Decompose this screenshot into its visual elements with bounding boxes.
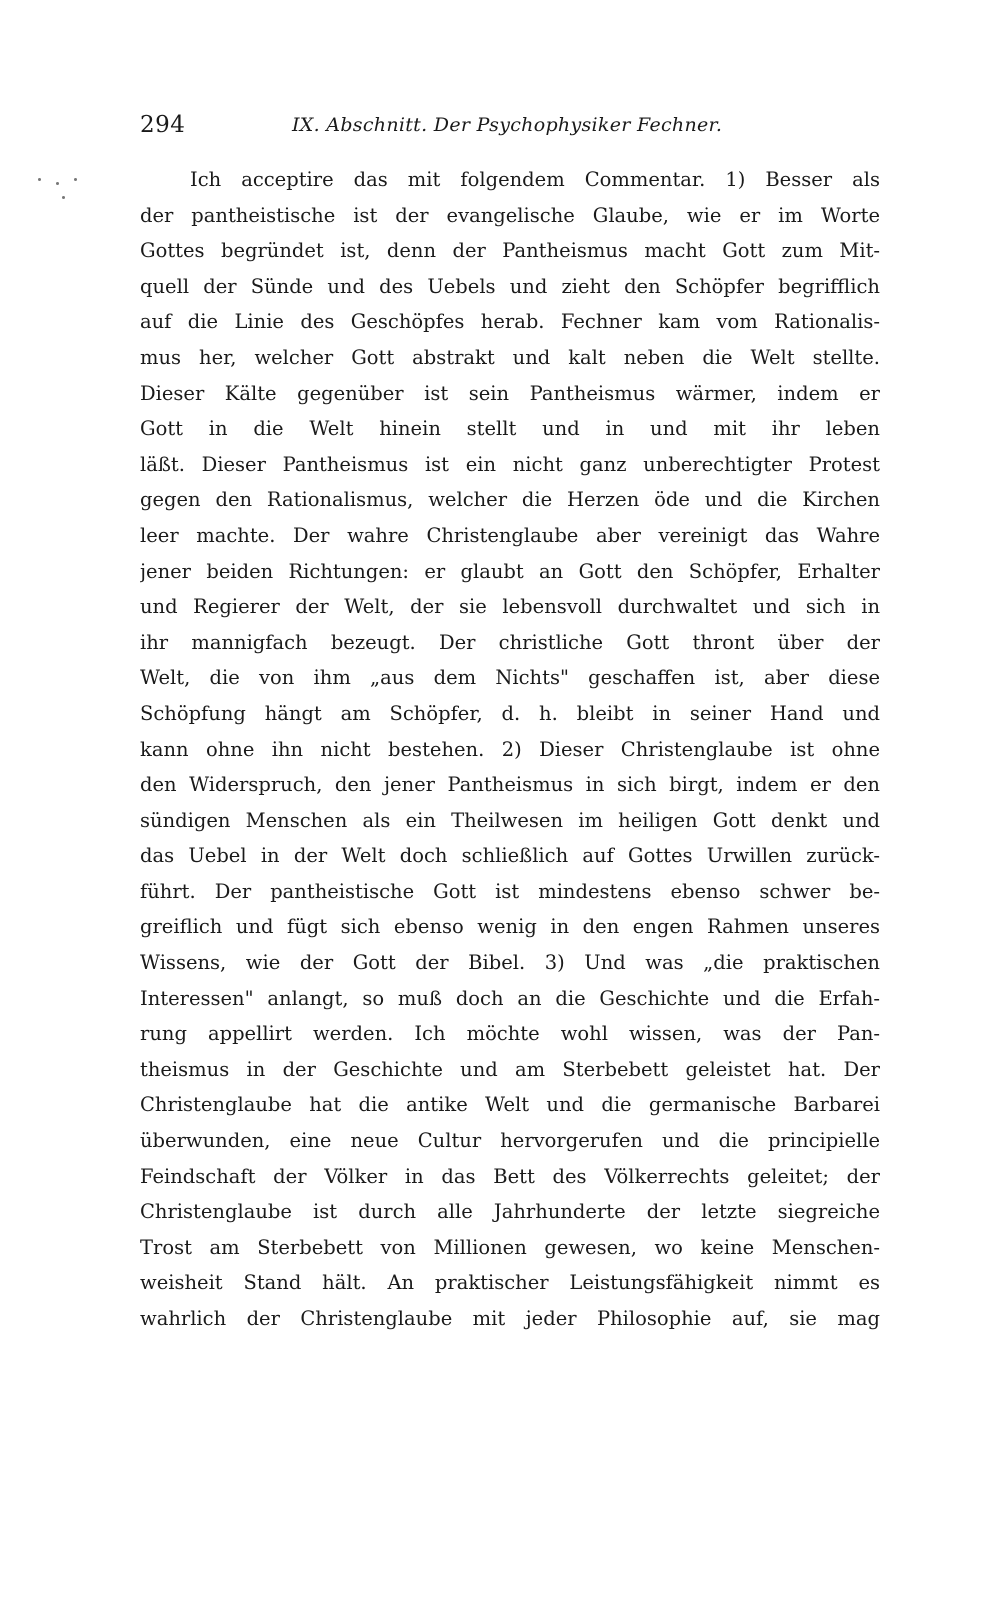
text-line: weisheit Stand hält. An praktischer Leistungsfähigkeit nimmt es [140,1271,880,1295]
text-line: und Regierer der Welt, der sie lebensvoll durchwaltet und sich in [140,595,880,619]
text-line: leer machte. Der wahre Christenglaube aber vereinigt das Wahre [140,523,880,547]
text-line: Trost am Sterbebett von Millionen gewesen, wo keine Menschen- [140,1235,880,1259]
text-line: sündigen Menschen als ein Theilwesen im heiligen Gott denkt und [140,808,880,832]
stray-mark [56,182,59,185]
text-line: läßt. Dieser Pantheismus ist ein nicht ganz unberechtigter Protest [140,452,880,476]
text-line: theismus in der Geschichte und am Sterbebett geleistet hat. Der [140,1057,880,1081]
body-text [140,162,880,1337]
text-line: ihr mannigfach bezeugt. Der christliche Gott thront über der [140,630,880,654]
text-line: rung appellirt werden. Ich möchte wohl wissen, was der Pan- [140,1022,880,1046]
text-line: quell der Sünde und des Uebels und zieht den Schöpfer begrifflich [140,274,880,298]
text-line: Christenglaube hat die antike Welt und die germanische Barbarei [140,1093,880,1117]
text-line: der pantheistische ist der evangelische Glaube, wie er im Worte [140,203,880,227]
text-line: Feindschaft der Völker in das Bett des Völkerrechts geleitet; der [140,1164,880,1188]
text-line: auf die Linie des Geschöpfes herab. Fechner kam vom Rationalis- [140,310,880,334]
text-line: Ich acceptire das mit folgendem Commentar. 1) Besser als [190,168,880,191]
page-number: 294 [140,112,186,138]
text-line: gegen den Rationalismus, welcher die Herzen öde und die Kirchen [140,488,880,512]
text-line: mus her, welcher Gott abstrakt und kalt neben die Welt stellte. [140,345,880,369]
text-line: führt. Der pantheistische Gott ist mindestens ebenso schwer be- [140,879,880,903]
page-header [140,112,875,142]
text-line: kann ohne ihn nicht bestehen. 2) Dieser Christenglaube ist ohne [140,737,880,761]
text-line: Dieser Kälte gegenüber ist sein Pantheismus wärmer, indem er [140,381,880,405]
text-line: Welt, die von ihm „aus dem Nichts" geschaffen ist, aber diese [140,666,880,690]
text-line: Schöpfung hängt am Schöpfer, d. h. bleibt in seiner Hand und [140,701,880,725]
text-line: das Uebel in der Welt doch schließlich auf Gottes Urwillen zurück- [140,844,880,868]
text-line: Gott in die Welt hinein stellt und in und mit ihr leben [140,417,880,441]
stray-mark [38,178,41,181]
text-line: Gottes begründet ist, denn der Pantheismus macht Gott zum Mit- [140,239,880,263]
text-line: greiflich und fügt sich ebenso wenig in den engen Rahmen unseres [140,915,880,939]
text-line: wahrlich der Christenglaube mit jeder Philosophie auf, sie mag [140,1307,880,1330]
text-line: jener beiden Richtungen: er glaubt an Gott den Schöpfer, Erhalter [140,559,880,583]
running-head: IX. Abschnitt. Der Psychophysiker Fechner. [292,114,723,136]
text-line: den Widerspruch, den jener Pantheismus in sich birgt, indem er den [140,773,880,797]
stray-mark [74,178,77,181]
stray-mark [62,196,65,199]
text-line: Christenglaube ist durch alle Jahrhunderte der letzte siegreiche [140,1200,880,1224]
text-line: überwunden, eine neue Cultur hervorgerufen und die principielle [140,1129,880,1153]
text-line: Interessen" anlangt, so muß doch an die Geschichte und die Erfah- [140,986,880,1010]
text-line: Wissens, wie der Gott der Bibel. 3) Und was „die praktischen [140,951,880,975]
